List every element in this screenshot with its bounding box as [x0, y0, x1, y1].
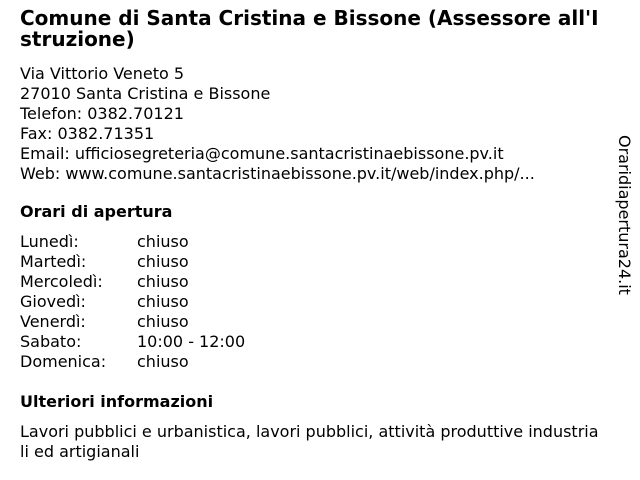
day-label: Mercoledì:	[20, 272, 103, 291]
watermark-text: Oraridiapertura24.it	[615, 135, 634, 295]
street-address: Via Vittorio Veneto 5	[20, 64, 185, 83]
day-label: Martedì:	[20, 252, 87, 271]
watermark	[610, 135, 638, 310]
email-address: Email: ufficiosegreteria@comune.santacristinaebissone.pv.it	[20, 144, 504, 163]
additional-info-text: Lavori pubblici e urbanistica, lavori pubblici, attività produttive industriali ed artigianali	[20, 422, 599, 461]
day-label: Venerdì:	[20, 312, 86, 331]
hours-row	[20, 272, 600, 292]
additional-info-heading: Ulteriori informazioni	[20, 392, 214, 411]
page-title: Comune di Santa Cristina e Bissone (Assessore all'Istruzione)	[20, 6, 599, 51]
day-label: Giovedì:	[20, 292, 86, 311]
day-hours: chiuso	[137, 272, 189, 291]
hours-row	[20, 352, 600, 372]
hours-row	[20, 232, 600, 252]
city-address: 27010 Santa Cristina e Bissone	[20, 84, 271, 103]
hours-row	[20, 252, 600, 272]
hours-row	[20, 332, 600, 352]
day-label: Domenica:	[20, 352, 107, 371]
day-hours: chiuso	[137, 232, 189, 251]
hours-row	[20, 312, 600, 332]
fax-number: Fax: 0382.71351	[20, 124, 155, 143]
day-hours: chiuso	[137, 312, 189, 331]
phone-number: Telefon: 0382.70121	[20, 104, 184, 123]
hours-row	[20, 292, 600, 312]
opening-hours-heading: Orari di apertura	[20, 202, 173, 221]
opening-hours-table	[20, 232, 600, 372]
day-hours: chiuso	[137, 352, 189, 371]
page-content	[20, 8, 600, 462]
website-link: Web: www.comune.santacristinaebissone.pv.it/web/index.php/...	[20, 164, 535, 183]
day-hours: chiuso	[137, 252, 189, 271]
day-hours: chiuso	[137, 292, 189, 311]
day-hours: 10:00 - 12:00	[137, 332, 246, 351]
day-label: Sabato:	[20, 332, 82, 351]
day-label: Lunedì:	[20, 232, 79, 251]
address-block	[20, 64, 600, 184]
